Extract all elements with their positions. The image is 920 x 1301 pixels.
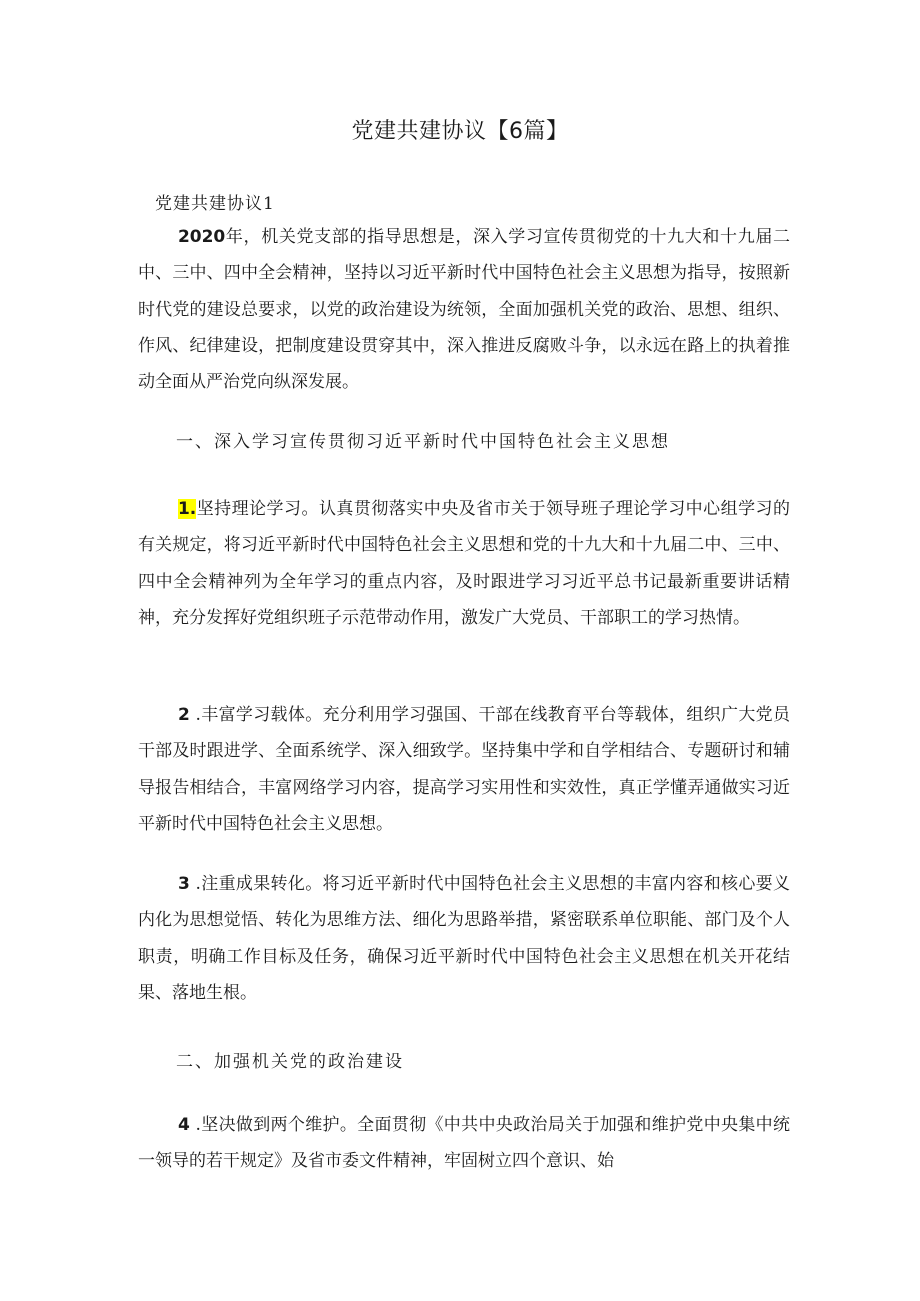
document-title: 党建共建协议【6篇】 [351,119,569,144]
section2-heading: 二、加强机关党的政治建设 [176,1052,404,1072]
section1-item-2 [138,697,790,842]
item-number: 4 [177,1115,190,1135]
document-subtitle: 党建共建协议1 [155,194,275,214]
item-number: 1. [177,499,197,519]
section1-heading: 一、深入学习宣传贯彻习近平新时代中国特色社会主义思想 [176,432,670,452]
item-text: .坚决做到两个维护。全面贯彻《中共中央政治局关于加强和维护党中央集中统一领导的若干规定》及省市委文件精神，牢固树立四个意识、始 [138,1115,790,1172]
intro-year: 2020 [177,227,226,247]
section1-item-3 [138,866,790,1011]
item-text: 坚持理论学习。认真贯彻落实中央及省市关于领导班子理论学习中心组学习的有关规定，将习近平新时代中国特色社会主义思想和党的十九大和十九届二中、三中、四中全会精神列为全年学习的重点内容，及时跟进学习习近平总书记最新重要讲话精神，充分发挥好党组织班子示范带动作用，激发广大党员、干部职工的学习热情。 [138,499,790,628]
intro-paragraph [138,219,790,400]
item-text: .注重成果转化。将习近平新时代中国特色社会主义思想的丰富内容和核心要义内化为思想觉悟、转化为思维方法、细化为思路举措，紧密联系单位职能、部门及个人职责，明确工作目标及任务，确保习近平新时代中国特色社会主义思想在机关开花结果、落地生根。 [138,874,790,1003]
item-number: 2 [177,705,190,725]
section1-item-1 [138,491,790,636]
section2-item-4 [138,1107,790,1180]
item-text: .丰富学习载体。充分利用学习强国、干部在线教育平台等载体，组织广大党员干部及时跟进学、全面系统学、深入细致学。坚持集中学和自学相结合、专题研讨和辅导报告相结合，丰富网络学习内容，提高学习实用性和实效性，真正学懂弄通做实习近平新时代中国特色社会主义思想。 [138,705,790,834]
intro-text: 年，机关党支部的指导思想是，深入学习宣传贯彻党的十九大和十九届二中、三中、四中全会精神，坚持以习近平新时代中国特色社会主义思想为指导，按照新时代党的建设总要求，以党的政治建设为统领，全面加强机关党的政治、思想、组织、作风、纪律建设，把制度建设贯穿其中，深入推进反腐败斗争，以永远在路上的执着推动全面从严治党向纵深发展。 [138,227,790,393]
item-number: 3 [177,874,190,894]
